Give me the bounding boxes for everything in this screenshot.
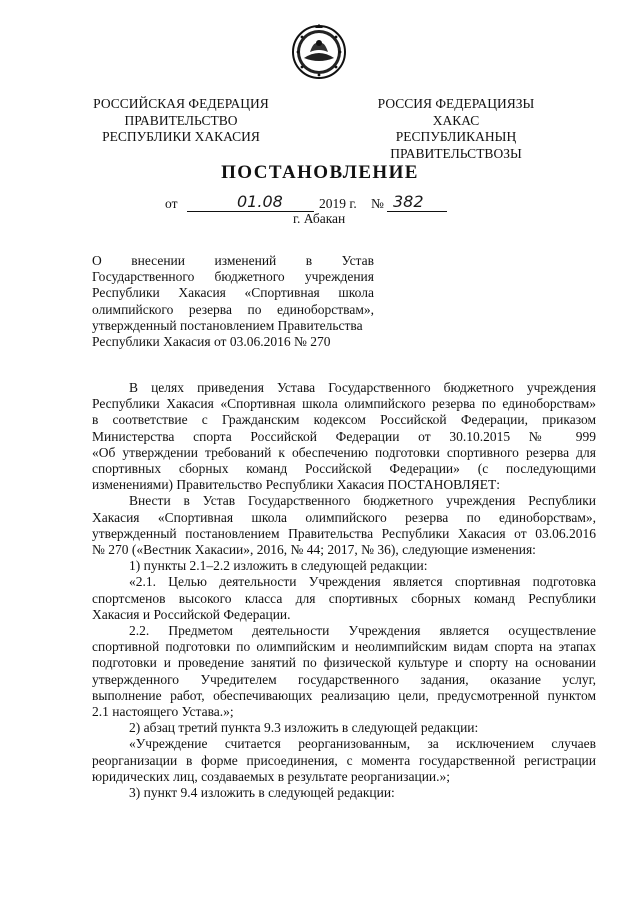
number-label: №	[371, 196, 384, 211]
body-line: утвержденный постановлением Правительства Республики Хакасия от 03.06.2016	[92, 525, 596, 541]
body-line: выполнение работ, обеспечивающих реализацию цели, предусмотренной пунктом	[92, 687, 596, 703]
header-right-line-1: РОССИЯ ФЕДЕРАЦИЯЗЫ	[377, 96, 535, 111]
body-line: реорганизации в форме присоединения, с момента государственной регистрации	[92, 752, 596, 768]
subject-line: Государственного бюджетного учреждения	[92, 269, 374, 285]
body-line: 2.2. Предметом деятельности Учреждения является осуществление	[129, 623, 596, 639]
document-title: ПОСТАНОВЛЕНИЕ	[221, 162, 419, 183]
header-left-line-2: ПРАВИТЕЛЬСТВО	[124, 112, 238, 128]
subject-line: олимпийского резерва по единоборствам»,	[92, 301, 374, 317]
subject-line: О внесении изменений в Устав	[92, 253, 374, 268]
city-label: г. Абакан	[293, 211, 346, 226]
header-left-ru	[92, 96, 270, 146]
year-label: 2019 г.	[319, 196, 357, 211]
body-line: утвержденного Учредителем государственного задания, оказание услуг,	[92, 671, 596, 687]
number-underline	[387, 211, 447, 212]
body-line: подготовки и проведение занятий по физической культуре и спорту на основании	[92, 655, 596, 671]
subject-line: утвержденный постановлением Правительства	[92, 317, 363, 333]
body-line: Республики Хакасия «Спортивная школа олимпийского резерва по единоборствам»	[92, 396, 596, 412]
body-line: юридических лиц, создаваемых в результате реорганизации.»;	[92, 768, 451, 784]
body-line: «Учреждение считается реорганизованным, за исключением случаев	[129, 736, 596, 752]
body-line: «Об утверждении требований к обеспечению подготовки спортивного резерва для	[92, 444, 596, 460]
header-left-line-1: РОССИЙСКАЯ ФЕДЕРАЦИЯ	[93, 96, 269, 111]
subject-line: Республики Хакасия «Спортивная школа	[92, 285, 374, 301]
header-right-line-3: ПРАВИТЕЛЬСТВОЗЫ	[390, 145, 522, 161]
header-left-line-3: РЕСПУБЛИКИ ХАКАСИЯ	[102, 129, 260, 144]
header-right-khakas	[375, 96, 537, 162]
body-line: Хакасия и Российской Федерации.	[92, 606, 291, 622]
body-line: изменениями) Правительство Республики Хакасия ПОСТАНОВЛЯЕТ:	[92, 477, 500, 493]
document-subject	[92, 253, 374, 350]
body-line: 2.1 настоящего Устава.»;	[92, 704, 234, 720]
body-line: 2) абзац третий пункта 9.3 изложить в следующей редакции:	[129, 720, 479, 736]
body-line: 3) пункт 9.4 изложить в следующей редакции:	[129, 785, 395, 801]
body-line: спортивной подготовки по олимпийским и неолимпийским видам спорта на этапах	[92, 639, 596, 655]
body-line: В целях приведения Устава Государственного бюджетного учреждения	[129, 380, 596, 395]
body-line: № 270 («Вестник Хакасии», 2016, № 44; 2017, № 36), следующие изменения:	[92, 542, 536, 558]
body-line: Министерства спорта Российской Федерации от 30.10.2015 № 999	[92, 428, 596, 444]
from-label: от	[165, 196, 178, 211]
body-line: «2.1. Целью деятельности Учреждения является спортивная подготовка	[129, 574, 596, 590]
body-line: Хакасия «Спортивная школа олимпийского резерва по единоборствам»,	[92, 509, 596, 525]
handwritten-date: 01.08	[237, 192, 283, 211]
body-line: в соответствие с Гражданским кодексом Российской Федерации, приказом	[92, 412, 596, 428]
handwritten-number: 382	[393, 192, 424, 211]
document-body	[92, 380, 596, 801]
subject-line: Республики Хакасия от 03.06.2016 № 270	[92, 334, 331, 350]
body-line: Внести в Устав Государственного бюджетного учреждения Республики	[129, 493, 596, 509]
header-right-line-2: ХАКАС РЕСПУБЛИКАНЫҢ	[395, 112, 517, 144]
body-line: спортсменов высокого класса для спортивных сборных команд Республики	[92, 590, 596, 606]
body-line: 1) пункты 2.1–2.2 изложить в следующей редакции:	[129, 558, 428, 574]
coat-of-arms-emblem	[290, 22, 348, 80]
body-line: спортивных сборных команд Российской Федерации» (с последующими	[92, 461, 596, 477]
